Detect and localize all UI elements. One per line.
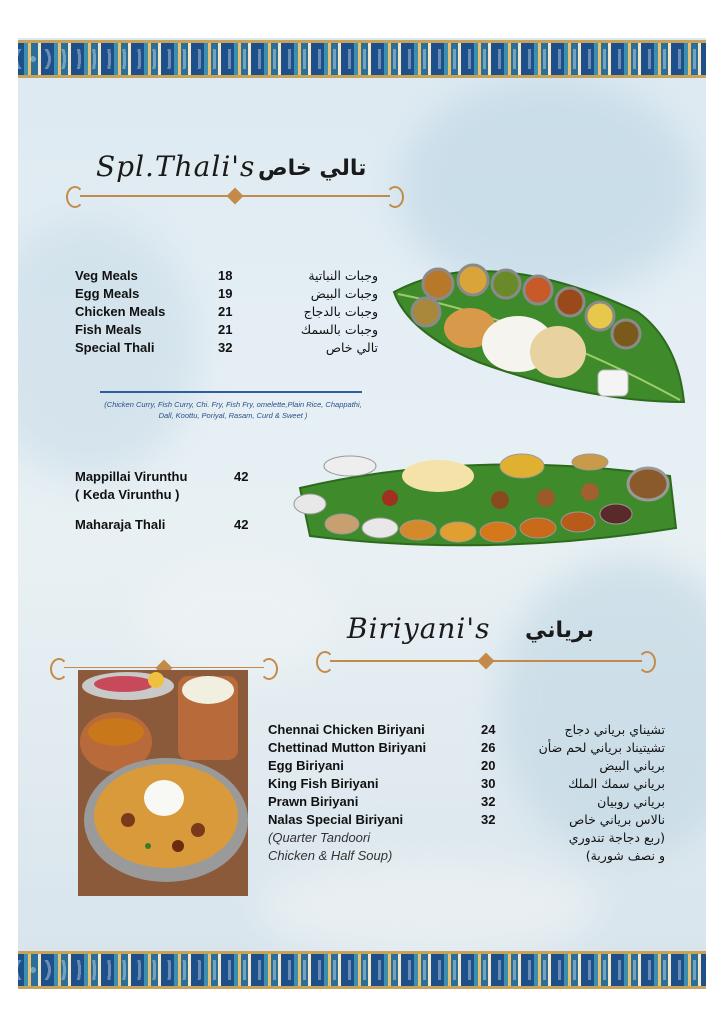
curry-bowl — [423, 269, 453, 299]
veg-thali-photo — [388, 252, 688, 412]
menu-item-price: 24 — [481, 722, 496, 737]
special-note-line-2: Chicken & Half Soup) — [268, 848, 393, 863]
curry-bowl — [524, 276, 552, 304]
background-wash — [138, 558, 338, 678]
menu-item-arabic: تشيتيناد برياني لحم ضأن — [538, 740, 665, 755]
side-bowl — [480, 522, 516, 542]
side-bowl — [520, 518, 556, 538]
meat-piece — [537, 489, 555, 507]
background-wash — [258, 858, 598, 958]
curry-bowl — [556, 288, 584, 316]
menu-item-price: 30 — [481, 776, 496, 791]
side-bowl — [400, 520, 436, 540]
curry-bowl — [412, 298, 440, 326]
biriyani-rice — [94, 764, 238, 868]
boiled-egg — [144, 780, 184, 816]
garnish — [145, 843, 151, 849]
menu-item-price: 20 — [481, 758, 496, 773]
menu-item-name: Chennai Chicken Biriyani — [268, 722, 425, 737]
gravy-bowl — [572, 454, 608, 470]
menu-item-arabic: برياني سمك الملك — [568, 776, 665, 791]
menu-item-arabic: وجبات النباتية — [308, 268, 378, 283]
menu-item-name: Egg Meals — [75, 286, 140, 301]
menu-item-name: Chettinad Mutton Biriyani — [268, 740, 427, 755]
menu-item-arabic: وجبات بالدجاج — [303, 304, 378, 319]
menu-item-name: Nalas Special Biriyani — [268, 812, 404, 827]
menu-item-arabic: تشيناي برياني دجاج — [564, 722, 665, 737]
side-bowl — [325, 514, 359, 534]
curry-bowl — [586, 302, 614, 330]
menu-item-price: 32 — [481, 812, 496, 827]
thali-divider-flourish — [80, 195, 390, 197]
menu-item-name: Maharaja Thali — [75, 517, 166, 532]
serving-plate — [500, 454, 544, 478]
raita — [182, 676, 234, 704]
menu-item-price: 26 — [481, 740, 496, 755]
curry-bowl — [458, 265, 488, 295]
side-bowl — [362, 518, 398, 538]
top-border-band — [18, 40, 706, 78]
curd-cup — [598, 370, 628, 396]
menu-item-price: 32 — [481, 794, 496, 809]
meat-piece — [382, 490, 398, 506]
serving-plate — [324, 456, 376, 476]
section-rule — [100, 391, 362, 393]
menu-item-arabic: برياني البيض — [599, 758, 665, 773]
menu-item-price: 19 — [218, 286, 233, 301]
lemon — [148, 672, 164, 688]
biriyani-heading-arabic: برياني — [525, 618, 594, 643]
menu-item-name: King Fish Biriyani — [268, 776, 379, 791]
menu-item-name: Egg Biriyani — [268, 758, 344, 773]
side-bowl — [561, 512, 595, 532]
menu-item-price: 42 — [234, 517, 249, 532]
curry-bowl — [612, 320, 640, 348]
thali-heading: Spl.Thali's — [96, 150, 256, 183]
meat-piece — [191, 823, 205, 837]
side-bowl — [600, 504, 632, 524]
menu-item-price: 18 — [218, 268, 233, 283]
rice-plate — [402, 460, 474, 492]
biriyani-heading: Biriyani's — [347, 612, 491, 645]
biriyani-photo — [78, 670, 248, 896]
menu-item-name: Mappillai Virunthu — [75, 469, 188, 484]
side-bowl — [440, 522, 476, 542]
menu-item-name: Prawn Biriyani — [268, 794, 359, 809]
menu-item-name: Veg Meals — [75, 268, 138, 283]
menu-item-arabic: وجبات البيض — [310, 286, 378, 301]
image-divider-flourish — [64, 667, 264, 668]
meat-piece — [581, 483, 599, 501]
chappathi — [530, 326, 586, 378]
meat-piece — [121, 813, 135, 827]
gravy — [88, 718, 144, 746]
menu-item-arabic: تالي خاص — [325, 340, 378, 355]
menu-item-price: 21 — [218, 304, 233, 319]
menu-item-arabic: وجبات بالسمك — [300, 322, 378, 337]
curry-bowl — [492, 270, 520, 298]
special-note-arabic-2: و نصف شوربة) — [585, 848, 665, 863]
maharaja-thali-photo — [290, 448, 680, 553]
menu-item-arabic: نالاس برياني خاص — [569, 812, 665, 827]
menu-item-name: Chicken Meals — [75, 304, 166, 319]
menu-item-price: 32 — [218, 340, 233, 355]
biriyani-divider-flourish — [330, 660, 642, 662]
menu-item-price: 42 — [234, 469, 249, 484]
meat-piece — [172, 840, 184, 852]
bottom-border-band — [18, 951, 706, 989]
menu-item-price: 21 — [218, 322, 233, 337]
meat-piece — [491, 491, 509, 509]
thali-heading-arabic: تالي خاص — [258, 156, 367, 181]
special-note-arabic-1: (ربع دجاجة تندوري — [568, 830, 665, 845]
side-bowl — [294, 494, 326, 514]
curry-bowl — [628, 468, 668, 500]
menu-item-arabic: برياني روبيان — [597, 794, 665, 809]
menu-item-name: Fish Meals — [75, 322, 142, 337]
onion-slices — [94, 676, 154, 692]
thali-contents-note: (Chicken Curry, Fish Curry, Chi. Fry, Fish Fry, omelette,Plain Rice, Chappathi, Dall, Koottu, Poriyal, Rasam, Curd & Sweet ) — [104, 400, 362, 420]
menu-item-name: Special Thali — [75, 340, 155, 355]
menu-item-subname: ( Keda Virunthu ) — [75, 487, 180, 502]
special-note-line-1: (Quarter Tandoori — [268, 830, 371, 845]
